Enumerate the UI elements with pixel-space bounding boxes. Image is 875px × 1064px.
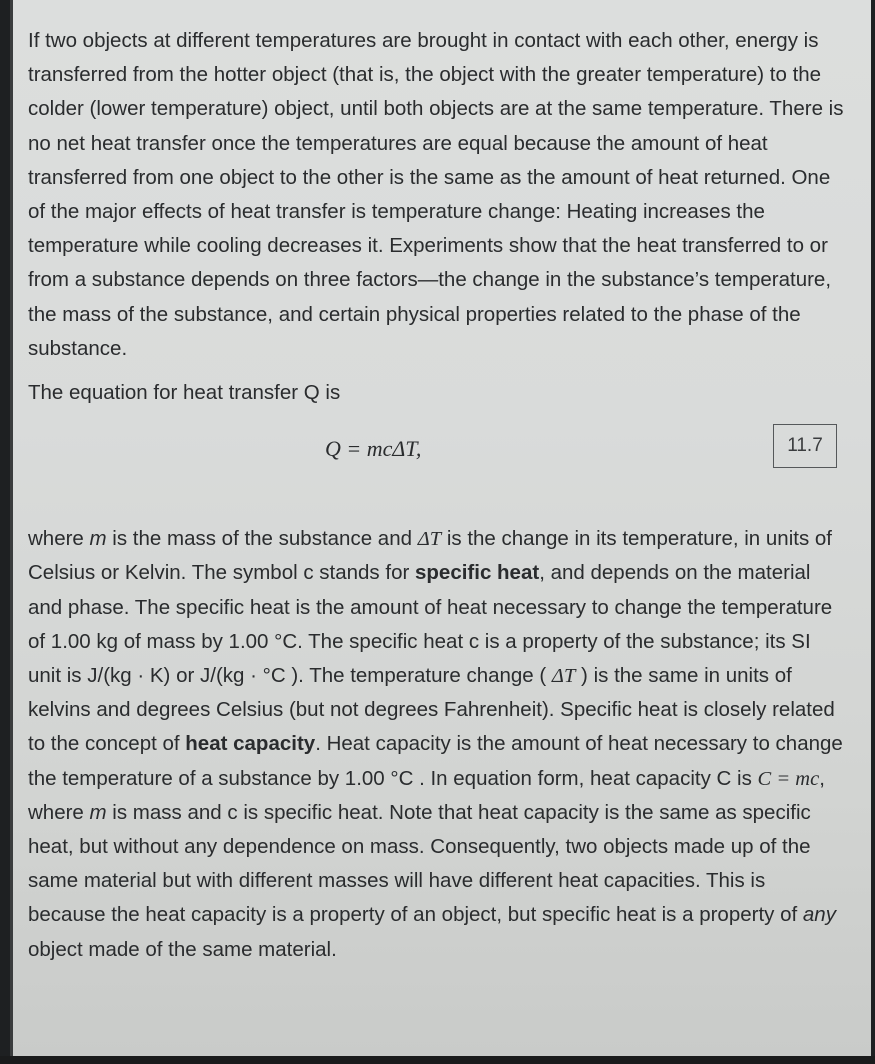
document-body xyxy=(28,24,848,967)
term-heat-capacity: heat capacity xyxy=(185,732,316,756)
text-segment: where xyxy=(28,527,90,551)
variable-m: m xyxy=(89,527,107,551)
variable-delta-t: ΔT xyxy=(551,665,576,688)
page-border xyxy=(10,0,13,1056)
text-segment: object made of the same material. xyxy=(28,937,337,961)
emphasis-any: any xyxy=(802,903,836,927)
text-segment: is the mass of the substance and xyxy=(106,527,418,551)
text-segment: , and depends on the material and phase. The specific heat is the amount of heat necessary to change the temperature of 1.00 kg of mass by 1.00 °C. The specific heat c is a property of the substance; its SI unit is J/(kg · K) or J/(kg · °C ). The temperature change ( xyxy=(28,561,833,688)
paragraph-heat-transfer: If two objects at different temperatures are brought in contact with each other, energy is transferred from the hotter object (that is, the object with the greater temperature) to the colder (lower temperature) object, until both objects are at the same temperature. There is no net heat transfer once the temperatures are equal because the amount of heat transferred from one object to the other is the same as the amount of heat returned. One of the major effects of heat transfer is temperature change: Heating increases the temperature while cooling decreases it. Experiments show that the heat transferred to or from a substance depends on three factors—the change in the substance’s temperature, the mass of the substance, and certain physical properties related to the phase of the substance. xyxy=(28,29,844,360)
equation-lead-text: The equation for heat transfer Q is xyxy=(28,381,341,405)
document-page xyxy=(10,0,871,1056)
equation-number: 11.7 xyxy=(787,435,823,457)
text-segment: , where xyxy=(28,766,825,824)
text-segment: is the change in its temperature, in units of Celsius or Kelvin. The symbol c stands for xyxy=(28,527,832,585)
text-segment: ) is the same in units of kelvins and degrees Celsius (but not degrees Fahrenheit). Specific heat is closely related to the concept of xyxy=(28,664,835,756)
screen-bezel xyxy=(0,1056,875,1064)
text-segment: . Heat capacity is the amount of heat necessary to change the temperature of a substance by 1.00 °C . In equation form, heat capacity C is xyxy=(28,732,843,790)
inline-equation-heat-capacity: C = mc xyxy=(757,767,820,790)
variable-delta-t: ΔT xyxy=(417,528,442,551)
variable-m: m xyxy=(89,800,107,824)
equation-row xyxy=(28,424,848,500)
term-specific-heat: specific heat xyxy=(415,561,540,585)
heat-transfer-equation: Q = mcΔT, xyxy=(325,436,422,462)
text-segment: is mass and c is specific heat. Note that heat capacity is the same as specific heat, but without any dependence on mass. Consequently, two objects made up of the same material but with different masses will have different heat capacities. This is because the heat capacity is a property of an object, but specific heat is a property of xyxy=(28,800,811,927)
equation-number-box xyxy=(773,424,837,468)
paragraph-specific-heat xyxy=(28,522,848,967)
